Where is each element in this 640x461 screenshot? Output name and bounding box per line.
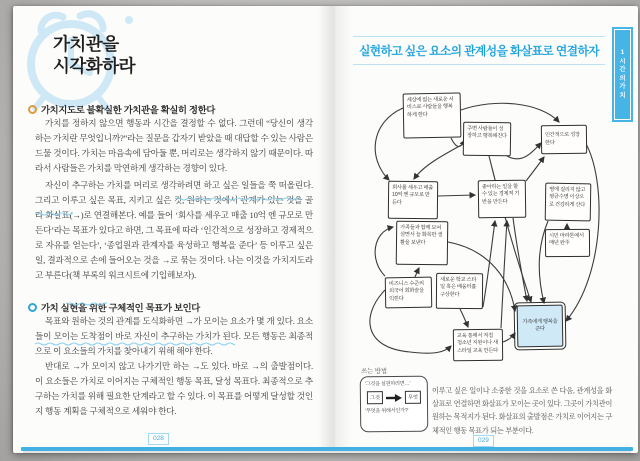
- section1-heading: [28, 102, 215, 116]
- section2-heading-text: 가치 실현을 위한 구체적인 목표가 보인다: [41, 303, 200, 313]
- figure-caption: 이루고 싶은 일이나 소중한 것을 요소로 쓴 다음, 관계성을 화살표로 연결하면 화살표가 모이는 곳이 있다. 그곳이 가치관이 원하는 목적지가 된다. 화살표의 출발점은 가치로 이어지는 구체적인 행동 목표가 되는 부분이다.: [432, 386, 612, 435]
- chapter-tab: [612, 27, 633, 122]
- diagram-box: 시민 마라톤에서 매년 완주: [545, 229, 590, 257]
- highlighted-value-box: 가족에게 행복을 준다: [517, 305, 564, 348]
- chapter-title-line1: 가치관을: [53, 34, 119, 54]
- page-number-badge: 029: [473, 435, 494, 447]
- diagram-box: 교육 통해서 직접 청소년 지원이나 새 스타일 교육 만든다: [453, 329, 503, 362]
- ring-bullet-icon: [28, 303, 37, 312]
- diagram-box: 회사를 세우고 매출 10억 엔 규모로 만든다: [388, 181, 438, 220]
- book-spread: [13, 6, 638, 453]
- diagram-box: 주변 사람들이 성장하고 행복해진다: [463, 122, 511, 157]
- thick-arrow-icon: [386, 394, 402, 402]
- book-fold-shadow: [318, 6, 352, 453]
- diagram-box: 새로운 학교 스타일 혹은 배움터를 구상한다: [436, 273, 483, 309]
- chapter-tab-label: 1 시간의 가치: [619, 49, 626, 99]
- body-paragraph: 반대로 →가 모이지 않고 나가기만 하는 →도 있다. 바로 →의 출발점이다. 이 요소들은 가치로 이어지는 구체적인 행동 목표, 달성 목표다. 최종적으로 추구하는 가치를 위해 필요한 단계라고 할 수 있다. 이 목표를 어떻게 달성할 것인지 행동 계획을 구체적으로 세워야 한다.: [35, 361, 313, 416]
- chapter-tab-border: [614, 29, 631, 120]
- diagram-box: 가족들과 함께 모여 살면서 늘 화목한 생활을 보낸다: [396, 221, 449, 266]
- usage-from-box: 그것: [367, 391, 383, 404]
- usage-hint-top: ‘그것을 실현하려면…’: [364, 380, 411, 388]
- diagram-box: 세상에 없는 새로운 서비스로 사람들을 행복하게 한다: [403, 92, 462, 138]
- diagram-box: 비즈니스 수준의 외국어 회화술을 익힌다: [385, 277, 432, 309]
- usage-mini-diagram: [360, 376, 429, 433]
- chapter-title: [53, 34, 135, 77]
- usage-mini-row: [367, 391, 423, 405]
- diagram-box: 병에 걸리지 않고 평균수명 이상으로 건강하게 산다: [545, 183, 592, 222]
- page-stack-edge: [23, 451, 631, 453]
- page-number-badge: 028: [148, 433, 169, 445]
- ring-bullet-icon: [28, 105, 37, 114]
- section2-heading: [28, 300, 200, 314]
- diagram-box: 인간적으로 성장한다: [541, 125, 587, 155]
- section1-heading-text: 가치지도로 불확실한 가치관을 확실히 정한다: [41, 105, 216, 115]
- diagram-box: 좋아하는 일을 할 수 있는 경제적 기반을 만든다: [478, 180, 527, 219]
- value-map-diagram: [355, 80, 610, 372]
- body-paragraph: 목표와 원하는 것의 관계를 도식화하면 →가 모이는 요소가 몇 개 있다. 요소들이 모이는 도착점이 바로 자신이 추구하는 가치가 된다. 모든 행동은 최종적으로 이 요소들의 가치를 찾아내기 위해 해야 한다.: [35, 316, 313, 356]
- body-paragraph: 자신이 추구하는 가치를 머리로 생각하려면 하고 싶은 일들을 쭉 떠올린다. 그리고 이루고 싶은 목표, 지키고 싶은 것, 원하는 것에서 관계가 있는 것을 골라 화살표(→)로 연결해본다. 예를 들어 ‘회사를 세우고 매출 10억 엔 규모로 만든다’라는 목표가 있다고 하면, 그 목표에 따라 ‘인간적으로 성장하고 경제적으로 자유를 얻는다’, ‘종업원과 관계자를 육성하고 행복을 준다’ 등 이루고 싶은 일, 결과적으로 손에 들어오는 것을 →로 묶는 것이다. 나는 이것을 가치지도라고 부른다(책 부록의 워크시트에 기입해보자).: [35, 180, 313, 280]
- usage-hint-bottom: ‘무엇을 위해서인가?’: [365, 408, 409, 415]
- usage-to-box: 무엇: [405, 391, 421, 404]
- figure-title: 실현하고 싶은 요소의 관계성을 화살표로 연결하자: [353, 36, 605, 65]
- chapter-title-line2: 시각화하라: [53, 55, 136, 76]
- body-paragraph: 가치를 정하지 않으면 행동과 시간을 결정할 수 없다. 그런데 “당신이 생각하는 가치란 무엇입니까?”라는 질문을 갑자기 받았을 때 대답할 수 있는 사람은 드물 것이다. 가치는 마음속에 담아둘 뿐, 머리로는 생각하지 않기 때문이다. 따라서 사람들은 가치를 막연하게 생각하는 경향이 있다.: [35, 118, 313, 173]
- usage-note-label: 쓰는 방법: [361, 368, 388, 375]
